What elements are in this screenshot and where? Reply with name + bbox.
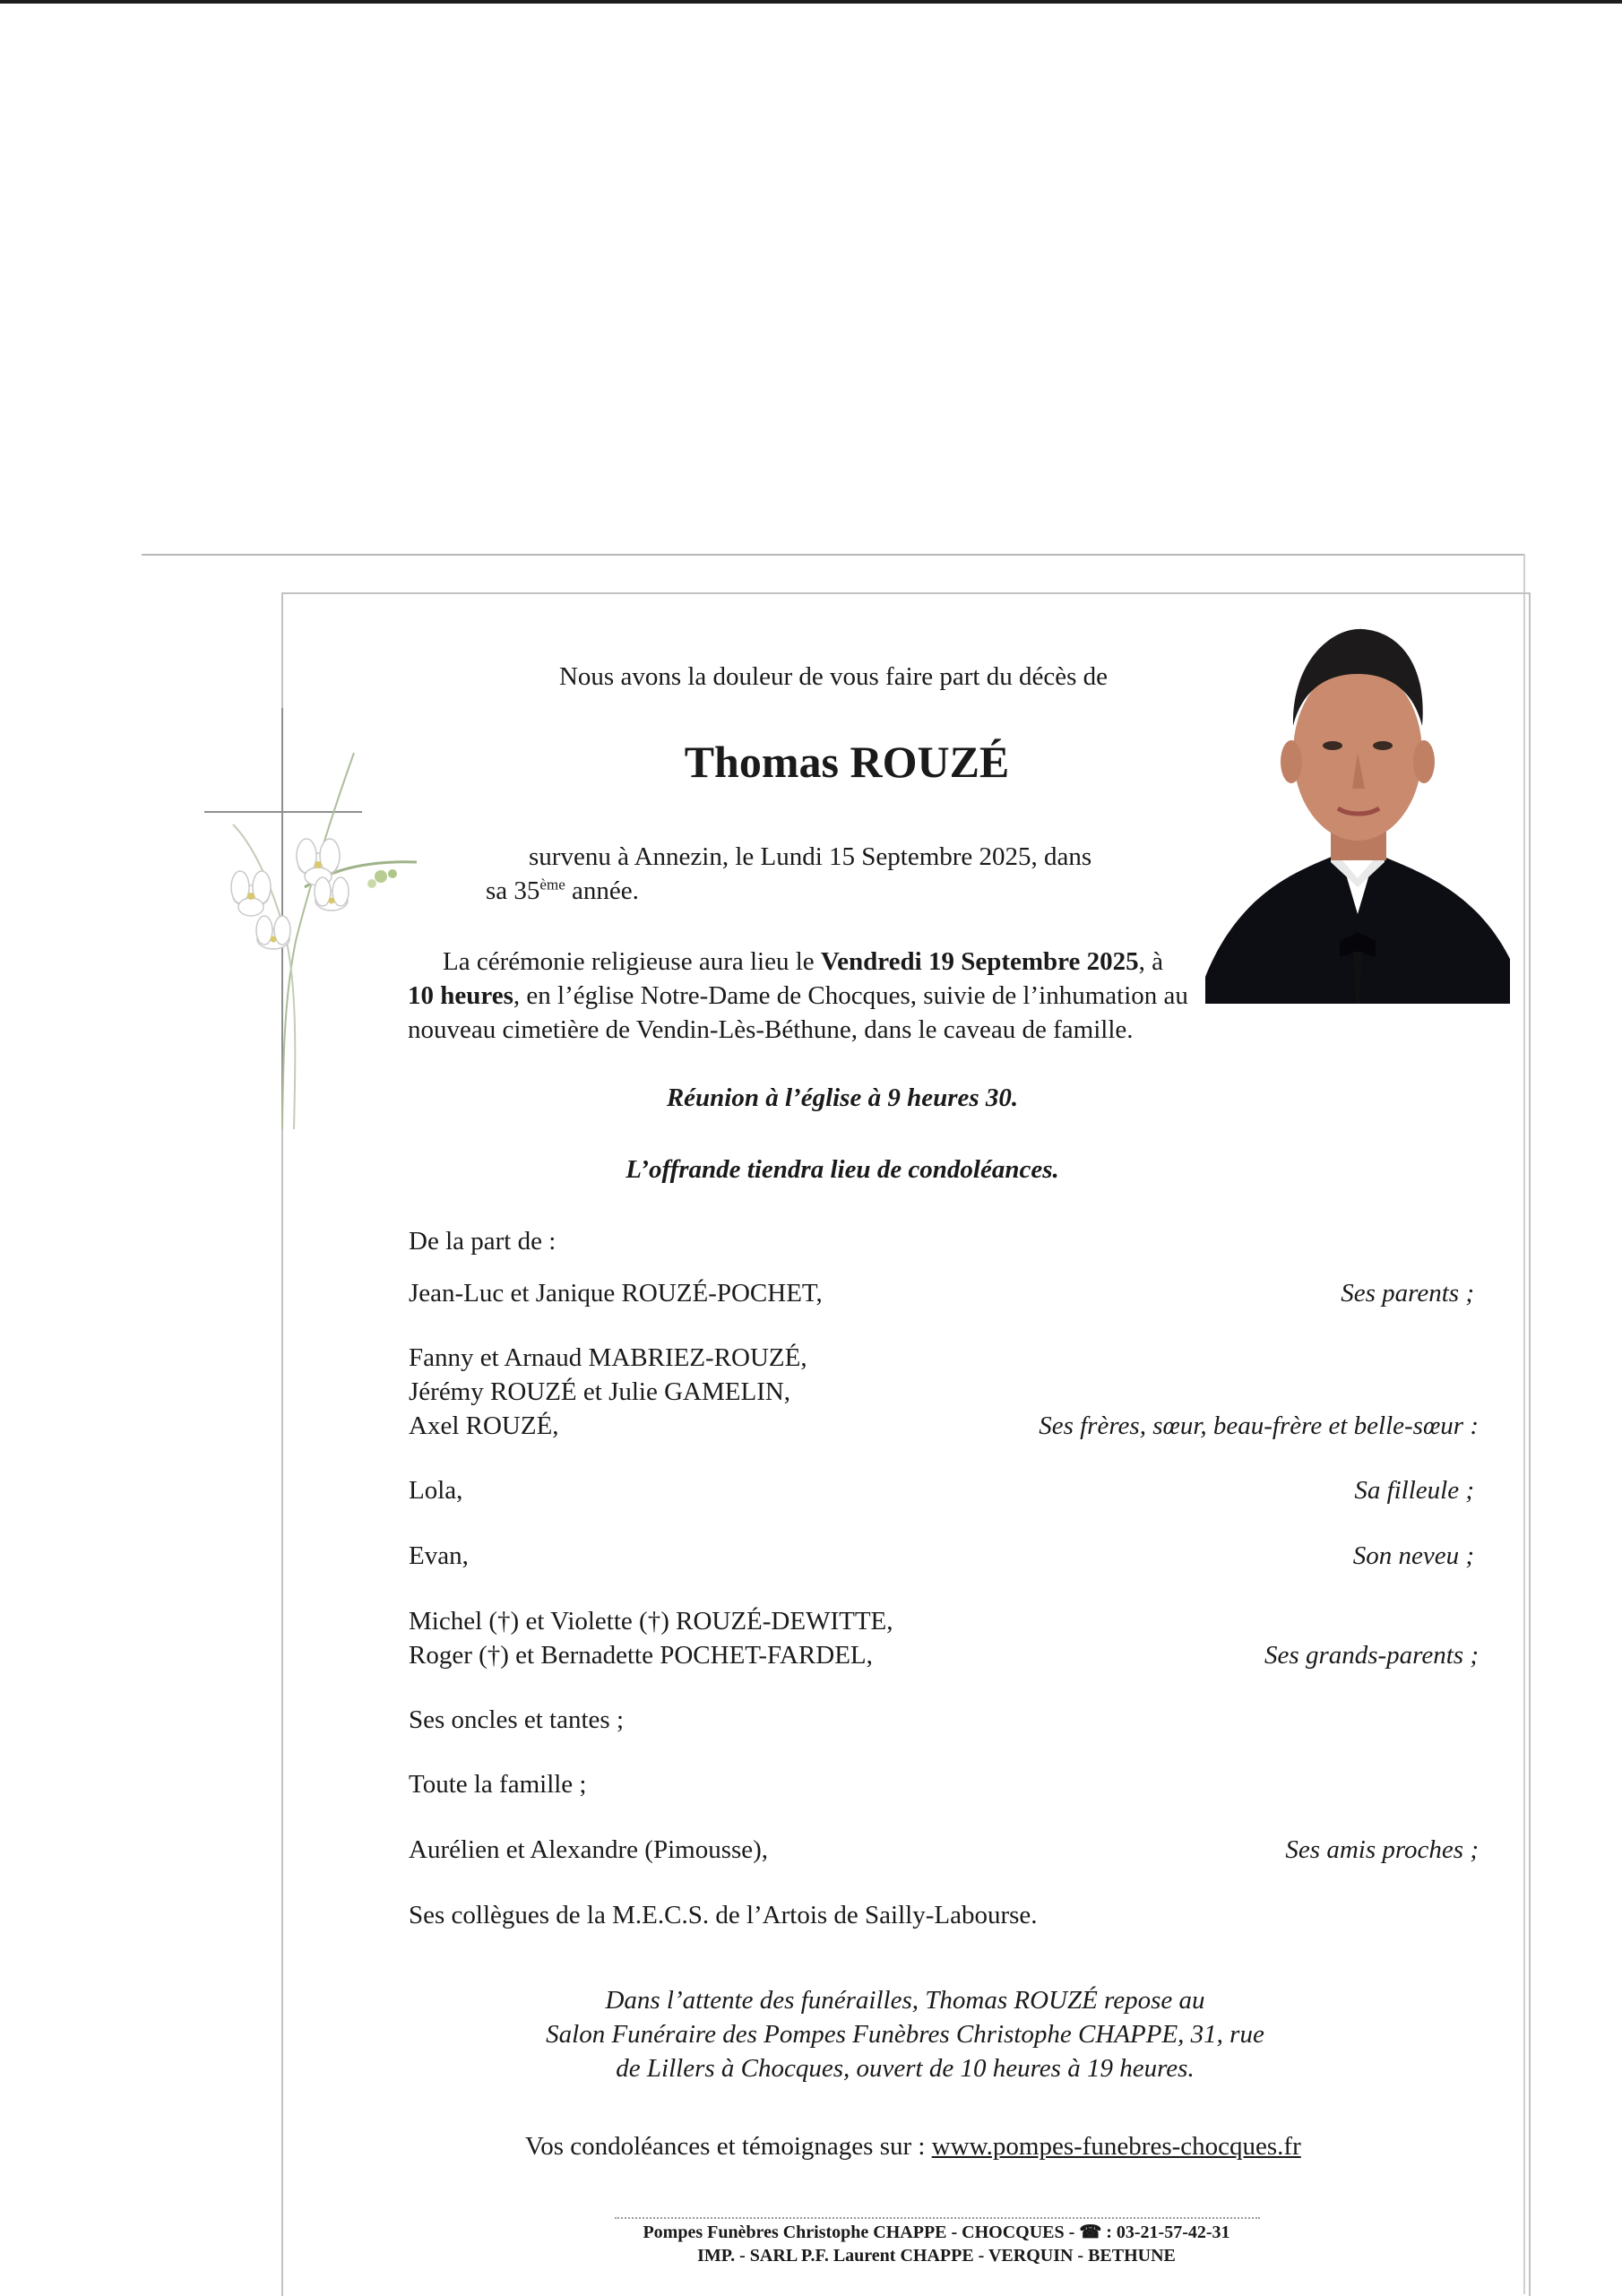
family-name: Axel ROUZÉ, — [409, 1411, 559, 1440]
ceremony-line-3: nouveau cimetière de Vendin-Lès-Béthune, dans le caveau de famille. — [408, 1015, 1134, 1044]
outer-top-rule — [142, 554, 1525, 556]
family-name: Evan, — [409, 1541, 469, 1570]
ceremony-line-1 — [443, 945, 1163, 979]
family-name: Jérémy ROUZÉ et Julie GAMELIN, — [409, 1377, 791, 1406]
deceased-name: Thomas ROUZÉ — [684, 737, 1010, 787]
family-name: Roger (†) et Bernadette POCHET-FARDEL, — [409, 1641, 873, 1670]
death-age: sa 35 — [486, 876, 540, 905]
family-name: Toute la famille ; — [409, 1770, 587, 1799]
condolences-line — [525, 2129, 1301, 2163]
footer-company: Pompes Funèbres Christophe CHAPPE - CHOCQUES - — [643, 2223, 1080, 2242]
family-relation: Ses parents ; — [1341, 1279, 1474, 1308]
family-name: Lola, — [409, 1476, 463, 1505]
family-name: Aurélien et Alexandre (Pimousse), — [409, 1835, 769, 1864]
from-label: De la part de : — [409, 1227, 556, 1256]
family-name: Fanny et Arnaud MABRIEZ-ROUZÉ, — [409, 1343, 807, 1372]
condolences-label: Vos condoléances et témoignages sur : — [525, 2132, 932, 2161]
ceremony-text: , en l’église Notre-Dame de Chocques, suivie de l’inhumation au — [513, 981, 1188, 1010]
ceremony-date: Vendredi 19 Septembre 2025 — [820, 947, 1139, 976]
family-relation: Son neveu ; — [1352, 1541, 1474, 1570]
offering-note: L’offrande tiendra lieu de condoléances. — [626, 1155, 1059, 1184]
death-line-2 — [486, 874, 639, 908]
death-year-word: année. — [565, 876, 639, 905]
family-name: Ses collègues de la M.E.C.S. de l’Artois de Sailly-Labourse. — [409, 1901, 1038, 1929]
scan-top-edge — [0, 0, 1622, 4]
footer-divider — [615, 2217, 1260, 2219]
ceremony-time: 10 heures — [408, 981, 513, 1010]
family-name: Jean-Luc et Janique ROUZÉ-POCHET, — [409, 1279, 823, 1308]
repose-line-2: Salon Funéraire des Pompes Funèbres Christophe CHAPPE, 31, rue — [546, 2020, 1264, 2049]
family-relation: Ses frères, sœur, beau-frère et belle-sœur : — [1039, 1411, 1479, 1440]
footer-line-1 — [538, 2221, 1335, 2244]
family-name: Ses oncles et tantes ; — [409, 1705, 625, 1734]
footer-phone: : 03-21-57-42-31 — [1101, 2223, 1230, 2242]
footer-line-2: IMP. - SARL P.F. Laurent CHAPPE - VERQUIN - BETHUNE — [697, 2246, 1176, 2266]
repose-line-1: Dans l’attente des funérailles, Thomas ROUZÉ repose au — [605, 1986, 1205, 2015]
ceremony-text: , à — [1138, 947, 1163, 976]
condolences-link[interactable]: www.pompes-funebres-chocques.fr — [931, 2132, 1301, 2161]
cross-orchid-icon — [197, 708, 430, 1129]
portrait-photo — [1205, 618, 1510, 1004]
ceremony-line-2 — [408, 979, 1188, 1013]
family-relation: Sa filleule ; — [1354, 1476, 1474, 1505]
intro-text: Nous avons la douleur de vous faire part du décès de — [558, 662, 1109, 691]
phone-icon: ☎ — [1079, 2223, 1102, 2242]
repose-line-3: de Lillers à Chocques, ouvert de 10 heures à 19 heures. — [616, 2054, 1195, 2083]
family-name: Michel (†) et Violette (†) ROUZÉ-DEWITTE, — [409, 1607, 893, 1636]
family-relation: Ses amis proches ; — [1285, 1835, 1479, 1864]
death-line-1: survenu à Annezin, le Lundi 15 Septembre 2025, dans — [529, 842, 1092, 871]
ceremony-text: La cérémonie religieuse aura lieu le — [443, 947, 821, 976]
church-meeting: Réunion à l’église à 9 heures 30. — [666, 1083, 1019, 1112]
death-age-suffix: ème — [539, 876, 565, 893]
family-relation: Ses grands-parents ; — [1264, 1641, 1479, 1670]
